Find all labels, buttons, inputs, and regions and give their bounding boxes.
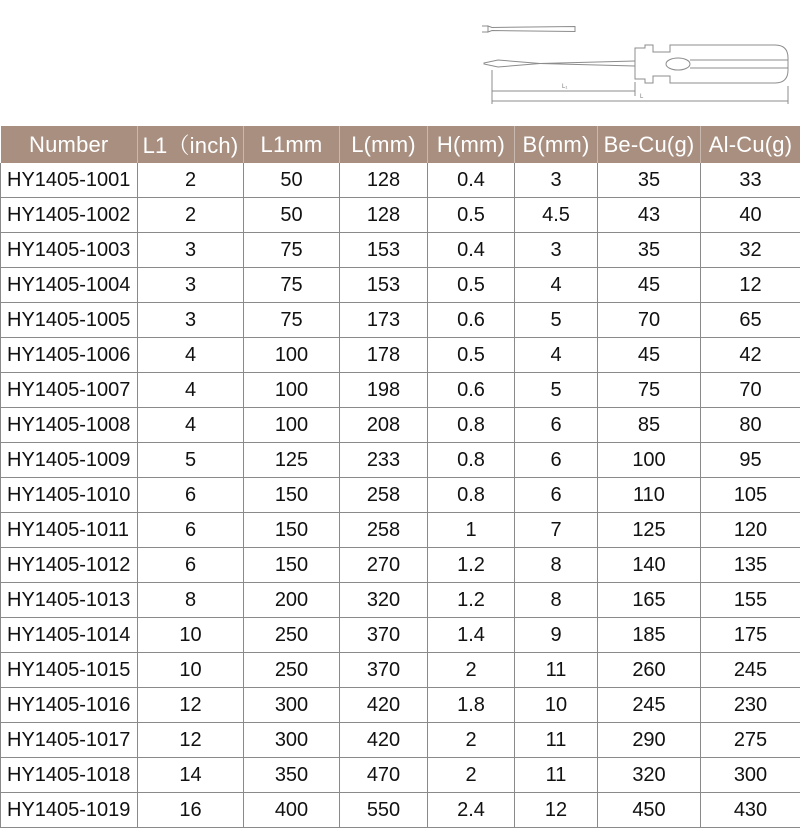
table-cell: 2: [428, 758, 515, 793]
table-cell: 12: [515, 793, 598, 828]
table-cell: 2: [428, 723, 515, 758]
table-cell: 155: [701, 583, 800, 618]
table-row: [1, 653, 800, 688]
table-cell: 120: [701, 513, 800, 548]
table-row: [1, 408, 800, 443]
part-number-cell: HY1405-1006: [1, 338, 138, 373]
table-cell: 150: [244, 478, 340, 513]
column-header: L1mm: [244, 126, 340, 163]
table-row: [1, 758, 800, 793]
table-cell: 75: [598, 373, 701, 408]
part-number-cell: HY1405-1012: [1, 548, 138, 583]
table-cell: 270: [340, 548, 428, 583]
table-cell: 1.2: [428, 548, 515, 583]
spec-table: [0, 126, 800, 828]
table-row: [1, 513, 800, 548]
table-cell: 0.8: [428, 478, 515, 513]
table-cell: 85: [598, 408, 701, 443]
table-cell: 178: [340, 338, 428, 373]
table-cell: 175: [701, 618, 800, 653]
part-number-cell: HY1405-1016: [1, 688, 138, 723]
table-cell: 6: [515, 443, 598, 478]
table-cell: 40: [701, 198, 800, 233]
table-cell: 1.8: [428, 688, 515, 723]
table-cell: 11: [515, 653, 598, 688]
table-row: [1, 478, 800, 513]
table-cell: 198: [340, 373, 428, 408]
table-cell: 258: [340, 513, 428, 548]
table-cell: 42: [701, 338, 800, 373]
table-cell: 370: [340, 653, 428, 688]
table-cell: 8: [515, 548, 598, 583]
part-number-cell: HY1405-1014: [1, 618, 138, 653]
table-cell: 75: [244, 268, 340, 303]
table-row: [1, 233, 800, 268]
table-row: [1, 303, 800, 338]
part-number-cell: HY1405-1017: [1, 723, 138, 758]
part-number-cell: HY1405-1015: [1, 653, 138, 688]
dimension-label-l: L: [640, 94, 644, 100]
table-cell: 185: [598, 618, 701, 653]
part-number-cell: HY1405-1001: [1, 163, 138, 198]
table-row: [1, 688, 800, 723]
table-cell: 100: [598, 443, 701, 478]
table-cell: 6: [138, 548, 244, 583]
table-cell: 10: [515, 688, 598, 723]
table-cell: 4: [138, 338, 244, 373]
part-number-cell: HY1405-1019: [1, 793, 138, 828]
table-cell: 6: [515, 478, 598, 513]
table-row: [1, 618, 800, 653]
table-cell: 33: [701, 163, 800, 198]
part-number-cell: HY1405-1004: [1, 268, 138, 303]
table-cell: 0.6: [428, 373, 515, 408]
table-cell: 245: [701, 653, 800, 688]
table-cell: 470: [340, 758, 428, 793]
table-cell: 153: [340, 268, 428, 303]
table-cell: 1: [428, 513, 515, 548]
table-cell: 370: [340, 618, 428, 653]
table-cell: 50: [244, 163, 340, 198]
table-cell: 4: [515, 268, 598, 303]
table-cell: 140: [598, 548, 701, 583]
table-cell: 5: [515, 303, 598, 338]
table-header: [1, 126, 800, 163]
table-cell: 6: [515, 408, 598, 443]
table-cell: 250: [244, 618, 340, 653]
table-cell: 420: [340, 723, 428, 758]
part-number-cell: HY1405-1018: [1, 758, 138, 793]
table-cell: 1.2: [428, 583, 515, 618]
column-header: Be-Cu(g): [598, 126, 701, 163]
table-row: [1, 198, 800, 233]
table-cell: 3: [515, 163, 598, 198]
table-cell: 0.5: [428, 338, 515, 373]
table-cell: 200: [244, 583, 340, 618]
column-header: H(mm): [428, 126, 515, 163]
table-cell: 100: [244, 338, 340, 373]
table-cell: 125: [244, 443, 340, 478]
table-cell: 12: [138, 688, 244, 723]
table-cell: 430: [701, 793, 800, 828]
table-cell: 100: [244, 373, 340, 408]
part-number-cell: HY1405-1008: [1, 408, 138, 443]
table-cell: 16: [138, 793, 244, 828]
table-cell: 75: [244, 303, 340, 338]
dimension-label-l1: L₁: [562, 84, 568, 90]
table-cell: 14: [138, 758, 244, 793]
part-number-cell: HY1405-1003: [1, 233, 138, 268]
table-cell: 258: [340, 478, 428, 513]
table-cell: 8: [515, 583, 598, 618]
table-cell: 35: [598, 233, 701, 268]
table-cell: 1.4: [428, 618, 515, 653]
table-cell: 7: [515, 513, 598, 548]
table-row: [1, 443, 800, 478]
table-cell: 0.4: [428, 163, 515, 198]
column-header: B(mm): [515, 126, 598, 163]
table-cell: 3: [138, 233, 244, 268]
table-cell: 8: [138, 583, 244, 618]
table-cell: 125: [598, 513, 701, 548]
table-cell: 11: [515, 758, 598, 793]
column-header: Al-Cu(g): [701, 126, 800, 163]
table-cell: 10: [138, 653, 244, 688]
table-cell: 6: [138, 513, 244, 548]
table-row: [1, 373, 800, 408]
table-row: [1, 793, 800, 828]
table-cell: 135: [701, 548, 800, 583]
table-cell: 110: [598, 478, 701, 513]
table-cell: 4: [515, 338, 598, 373]
column-header: L(mm): [340, 126, 428, 163]
table-cell: 150: [244, 548, 340, 583]
table-cell: 3: [515, 233, 598, 268]
table-cell: 150: [244, 513, 340, 548]
table-cell: 4: [138, 408, 244, 443]
table-cell: 5: [515, 373, 598, 408]
table-cell: 300: [701, 758, 800, 793]
part-number-cell: HY1405-1011: [1, 513, 138, 548]
table-cell: 275: [701, 723, 800, 758]
screwdriver-front-view: [484, 45, 788, 83]
table-cell: 3: [138, 303, 244, 338]
table-cell: 10: [138, 618, 244, 653]
table-cell: 0.5: [428, 198, 515, 233]
table-cell: 0.5: [428, 268, 515, 303]
table-cell: 2: [138, 163, 244, 198]
table-cell: 4.5: [515, 198, 598, 233]
table-cell: 2: [428, 653, 515, 688]
table-cell: 43: [598, 198, 701, 233]
table-cell: 12: [701, 268, 800, 303]
table-cell: 230: [701, 688, 800, 723]
table-cell: 245: [598, 688, 701, 723]
table-cell: 95: [701, 443, 800, 478]
table-cell: 0.6: [428, 303, 515, 338]
table-cell: 100: [244, 408, 340, 443]
table-cell: 300: [244, 723, 340, 758]
table-cell: 80: [701, 408, 800, 443]
table-cell: 12: [138, 723, 244, 758]
screwdriver-diagram: [470, 12, 800, 112]
table-row: [1, 338, 800, 373]
table-cell: 35: [598, 163, 701, 198]
table-cell: 320: [340, 583, 428, 618]
table-cell: 2: [138, 198, 244, 233]
table-cell: 153: [340, 233, 428, 268]
table-cell: 173: [340, 303, 428, 338]
table-cell: 65: [701, 303, 800, 338]
part-number-cell: HY1405-1013: [1, 583, 138, 618]
table-cell: 5: [138, 443, 244, 478]
table-cell: 208: [340, 408, 428, 443]
table-cell: 420: [340, 688, 428, 723]
table-cell: 4: [138, 373, 244, 408]
column-header: Number: [1, 126, 138, 163]
part-number-cell: HY1405-1010: [1, 478, 138, 513]
table-cell: 45: [598, 338, 701, 373]
table-cell: 105: [701, 478, 800, 513]
table-cell: 50: [244, 198, 340, 233]
column-header: L1（inch): [138, 126, 244, 163]
table-cell: 290: [598, 723, 701, 758]
table-row: [1, 583, 800, 618]
table-row: [1, 723, 800, 758]
table-cell: 400: [244, 793, 340, 828]
table-cell: 0.8: [428, 443, 515, 478]
table-body: [1, 163, 800, 828]
table-row: [1, 548, 800, 583]
table-cell: 300: [244, 688, 340, 723]
table-row: [1, 268, 800, 303]
table-cell: 350: [244, 758, 340, 793]
table-cell: 70: [598, 303, 701, 338]
table-cell: 2.4: [428, 793, 515, 828]
table-cell: 128: [340, 163, 428, 198]
part-number-cell: HY1405-1009: [1, 443, 138, 478]
part-number-cell: HY1405-1005: [1, 303, 138, 338]
table-cell: 6: [138, 478, 244, 513]
table-cell: 450: [598, 793, 701, 828]
table-cell: 0.4: [428, 233, 515, 268]
table-cell: 250: [244, 653, 340, 688]
table-row: [1, 163, 800, 198]
table-cell: 70: [701, 373, 800, 408]
table-cell: 550: [340, 793, 428, 828]
table-cell: 11: [515, 723, 598, 758]
table-cell: 75: [244, 233, 340, 268]
table-cell: 32: [701, 233, 800, 268]
blade-side-view: [482, 26, 575, 32]
table-cell: 0.8: [428, 408, 515, 443]
table-cell: 260: [598, 653, 701, 688]
part-number-cell: HY1405-1002: [1, 198, 138, 233]
table-cell: 45: [598, 268, 701, 303]
table-cell: 320: [598, 758, 701, 793]
table-cell: 233: [340, 443, 428, 478]
table-cell: 165: [598, 583, 701, 618]
part-number-cell: HY1405-1007: [1, 373, 138, 408]
table-cell: 9: [515, 618, 598, 653]
table-cell: 128: [340, 198, 428, 233]
table-cell: 3: [138, 268, 244, 303]
